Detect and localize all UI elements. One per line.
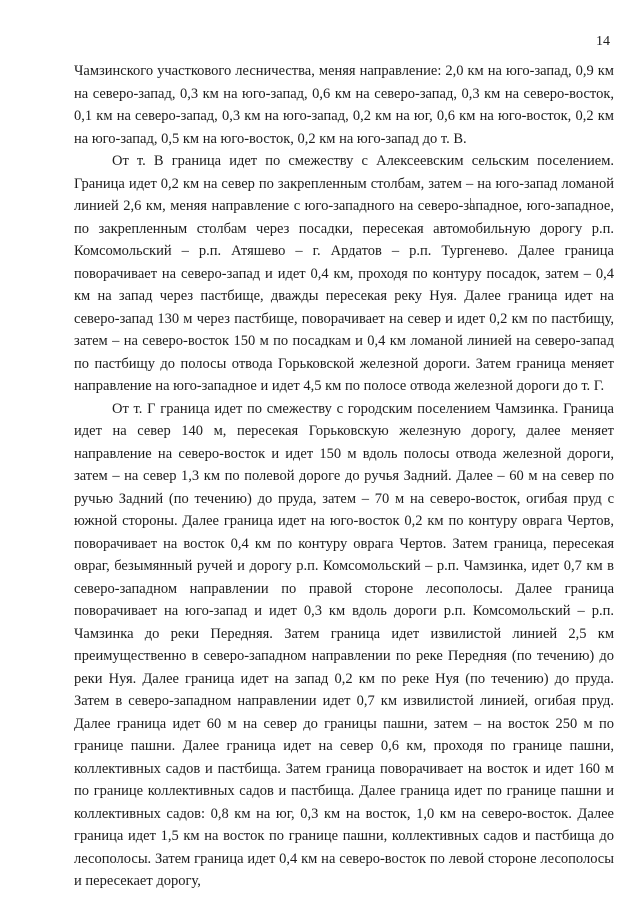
paragraph-continuation: Чамзинского участкового лесничества, меняя направление: 2,0 км на юго-запад, 0,9 км на северо-запад, 0,3 км на юго-запад, 0,6 км на северо-запад, 0,3 км на северо-восток, 0,1 км на северо-запад, 0,3 км на юго-запад, 0,2 км на юг, 0,6 км на юго-восток, 0,2 км на юго-запад, 0,5 км на юго-восток, 0,2 км на юго-запад до т. В.: [74, 63, 614, 147]
document-body: [74, 60, 614, 893]
paragraph-boundary-point-v: От т. В граница идет по смежеству с Алексеевским сельским поселением. Граница идет 0,2 км на север по закрепленным столбам, затем – на юго-запад ломаной линией 2,6 км, меняя направление с юго-западного на северо-западное, юго-западное, по закрепленным столбам через посадки, пересекая автомобильную дорогу р.п. Комсомольский – р.п. Атяшево – г. Ардатов – р.п. Тургенево. Далее граница поворачивает на северо-запад и идет 0,4 км, проходя по контуру посадок, затем – 0,4 км на запад через пастбище, дважды пересекая реку Нуя. Далее граница идет на северо-запад 130 м через пастбище, поворачивает на север и идет 0,2 км по пастбищу, затем – на северо-восток 150 м по посадкам и 0,4 км ломаной линией на северо-запад по пастбищу до полосы отвода Горьковской железной дороги. Затем граница меняет направление на юго-западное и идет 4,5 км по полосе отвода железной дороги до т. Г.: [74, 153, 614, 394]
page-number: 14: [596, 34, 610, 49]
paragraph-boundary-point-g: От т. Г граница идет по смежеству с городским поселением Чамзинка. Граница идет на север 140 м, пересекая Горьковскую железную дорогу, далее меняет направление на северо-восток и идет 150 м вдоль полосы отвода железной дороги, затем – на север 1,3 км по полевой дороге до ручья Задний. Далее – 60 м на север по ручью Задний (по течению) до пруда, затем – 70 м на северо-восток, огибая пруд с южной стороны. Далее граница идет на юго-восток 0,2 км по контуру оврага Чертов, поворачивает на восток 0,4 км по контуру оврага Чертов. Затем граница, пересекая овраг, безымянный ручей и дорогу р.п. Комсомольский – р.п. Чамзинка, идет 0,7 км в северо-западном направлении по правой стороне лесополосы. Далее граница поворачивает на юго-запад и идет 0,3 км вдоль дороги р.п. Комсомольский – р.п. Чамзинка до реки Передняя. Затем граница идет извилистой линией 2,5 км преимущественно в северо-западном направлении по реке Передняя (по течению) до реки Нуя. Далее граница идет на запад 0,2 км по реке Нуя (по течению) до пруда. Затем в северо-западном направлении идет 0,7 км извилистой линией, огибая пруд. Далее граница идет 60 м на север до границы пашни, затем – на восток 250 м по границе пашни. Далее граница идет на север 0,6 км, проходя по границе пашни, коллективных садов и пастбища. Затем граница поворачивает на восток и идет 160 м по границе коллективных садов и пастбища. Далее граница идет по границе пашни и коллективных садов: 0,8 км на юг, 0,3 км на восток, 1,0 км на северо-восток. Далее граница идет 1,5 км на восток по границе пашни, коллективных садов и пастбища до лесополосы. Затем граница идет 0,4 км на северо-восток по левой стороне лесополосы и пересекает дорогу,: [74, 400, 614, 889]
